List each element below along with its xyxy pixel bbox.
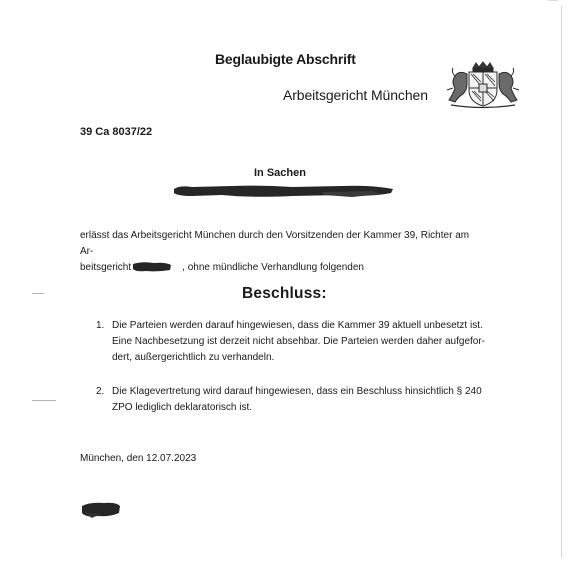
list-item-line: Eine Nachbesetzung ist derzeit nicht absehbar. Die Parteien werden daher aufgefor- (112, 336, 486, 347)
court-name: Arbeitsgericht München (283, 87, 428, 103)
list-item (96, 318, 486, 366)
margin-mark (32, 293, 44, 294)
list-item-text (112, 318, 486, 366)
redacted-signature (80, 500, 122, 520)
parties-label: In Sachen (254, 167, 306, 179)
intro-text-line1: erlässt das Arbeitsgericht München durch den Vorsitzenden der Kammer 39, Richter am Ar- (80, 230, 470, 257)
page-edge (561, 6, 562, 558)
case-number: 39 Ca 8037/22 (80, 126, 153, 138)
place-date: München, den 12.07.2023 (80, 453, 197, 464)
document-heading: Beglaubigte Abschrift (215, 51, 356, 67)
list-item (96, 384, 486, 416)
list-item-number: 1. (96, 320, 105, 331)
page-edge-top (548, 0, 558, 1)
redacted-judge-name (132, 261, 172, 272)
redacted-party-names (172, 183, 395, 199)
intro-text-line2-start: beitsgericht (80, 262, 132, 273)
list-item-line: Die Klagevertretung wird darauf hingewiesen, dass ein Beschluss hinsichtlich § 240 (112, 386, 482, 397)
list-item-line: dert, außergerichtlich zu verhandeln. (112, 352, 275, 363)
list-item-line: Die Parteien werden darauf hingewiesen, dass die Kammer 39 aktuell unbesetzt ist. (112, 320, 483, 331)
margin-mark (32, 400, 56, 401)
intro-text-line2-end: , ohne mündliche Verhandlung folgenden (182, 262, 364, 273)
list-item-text (112, 384, 486, 416)
list-item-number: 2. (96, 386, 105, 397)
bavarian-coat-of-arms-icon (443, 60, 523, 110)
decision-title: Beschluss: (242, 285, 327, 302)
list-item-line: ZPO lediglich deklaratorisch ist. (112, 402, 253, 413)
intro-paragraph (80, 228, 480, 276)
